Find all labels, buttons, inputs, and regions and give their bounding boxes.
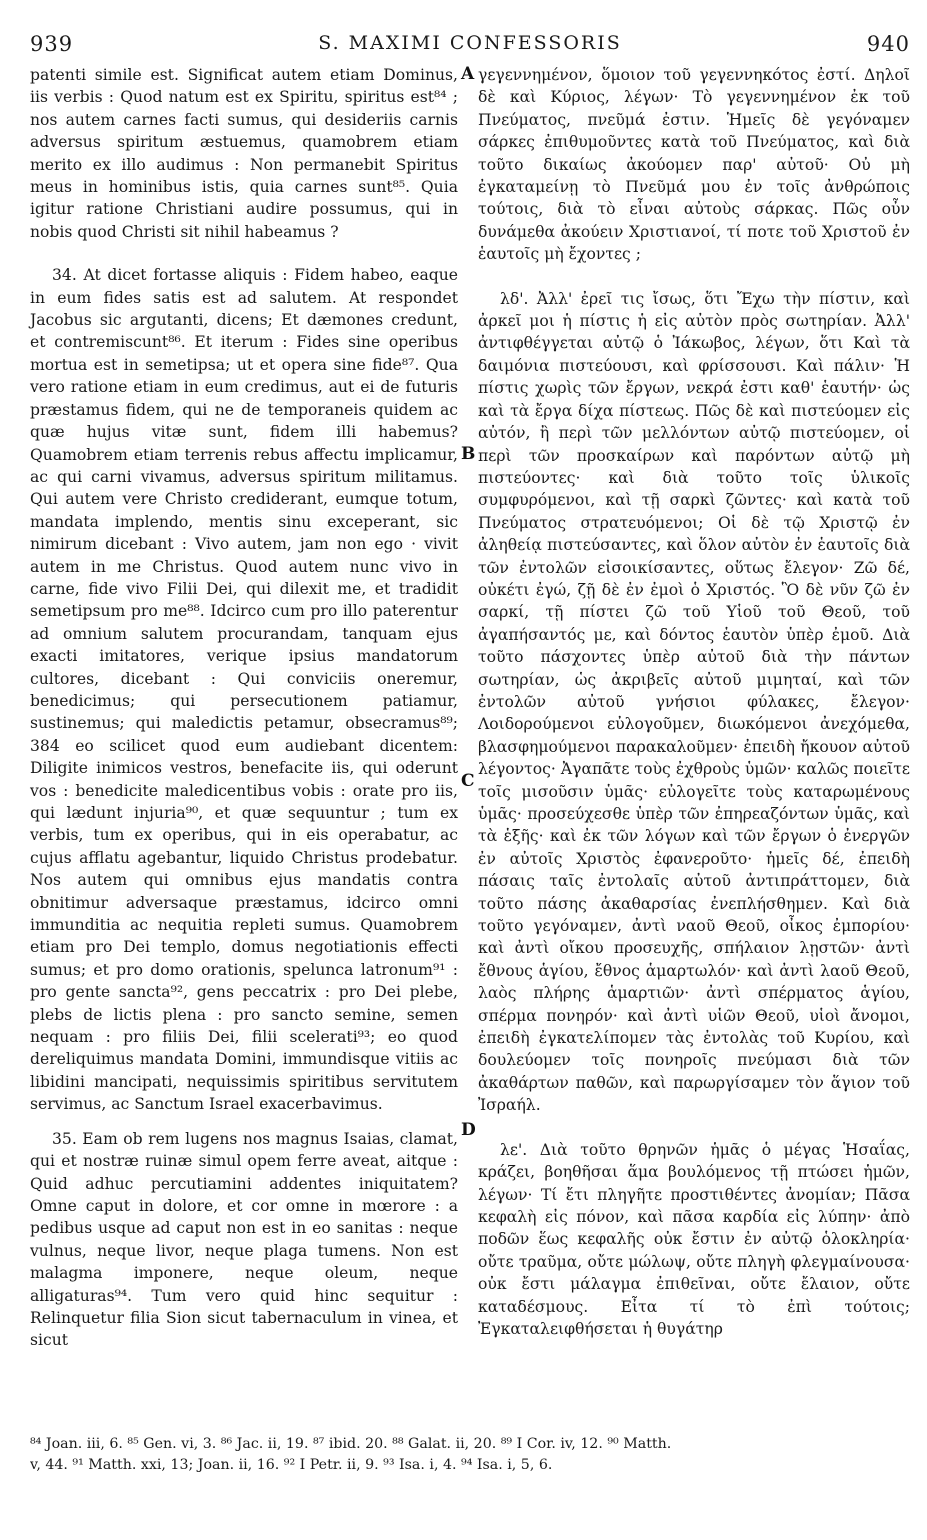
page-number-left: 939 [30,32,74,56]
greek-paragraph-35: λε'. Διὰ τοῦτο θρηνῶν ἡμᾶς ὁ μέγας Ἡσαΐας, κράζει, βοηθῆσαι ἅμα βουλόμενος τῇ πτώσει ἡμῶν, λέγων· Τί ἔτι πληγῆτε προστιθέντες ἀνομίαν; Πᾶσα κεφαλὴ εἰς πόνον, καὶ πᾶσα καρδία εἰς λύπην· ἀπὸ ποδῶν ἕως κεφαλῆς οὐκ ἔστιν ἐν αὐτῷ ὁλοκληρία· οὔτε τραῦμα, οὔτε μώλωψ, οὔτε πληγὴ φλεγμαίνουσα· οὐκ ἔστι μάλαγμα ἐπιθεῖναι, οὔτε ἔλαιον, οὔτε καταδέσμους. Εἶτα τί τὸ ἐπὶ τούτοις; Ἐγκαταλειφθήσεται ἡ θυγάτηρ [478,1140,910,1338]
margin-letter-b: B [461,444,476,464]
footnote-line-1: ⁸⁴ Joan. iii, 6. ⁸⁵ Gen. vi, 3. ⁸⁶ Jac. ii, 19. ⁸⁷ ibid. 20. ⁸⁸ Galat. ii, 20. ⁸⁹ I Cor. iv, 12. ⁹⁰ Matth. [30,1436,672,1452]
footnote-line-2: v, 44. ⁹¹ Matth. xxi, 13; Joan. ii, 16. ⁹² I Petr. ii, 9. ⁹³ Isa. i, 4. ⁹⁴ Isa. i, 5, 6. [30,1457,553,1473]
latin-paragraph-35: 35. Eam ob rem lugens nos magnus Isaias, clamat, qui et nostræ ruinæ simul opem ferre aveat, aitque : Quid adhuc percutiamini addentes iniquitatem? Omne caput in dolore, et cor omne in mœrore : a pedibus usque ad caput non est in eo sanitas : neque vulnus, neque livor, neque plaga tumens. Non est malagma imponere, neque oleum, neque alligaturas⁹⁴. Tum vero quid hinc sequitur : Relinquetur filia Sion sicut tabernaculum in vinea, et sicut [30,1129,458,1350]
greek-paragraph-34: λδ'. Ἀλλ' ἐρεῖ τις ἴσως, ὅτι Ἔχω τὴν πίστιν, καὶ ἀρκεῖ μοι ἡ πίστις ἡ εἰς αὐτὸν πρὸς σωτηρίαν. Ἀλλ' ἀντιφθέγγεται αὐτῷ ὁ Ἰάκωβος, λέγων, ὅτι Καὶ τὰ δαιμόνια πιστεύουσι, καὶ φρίσσουσι. Καὶ πάλιν· Ἡ πίστις χωρὶς τῶν ἔργων, νεκρά ἐστι καθ' ἑαυτήν· ὡς καὶ τὰ ἔργα δίχα πίστεως. Πῶς δὲ καὶ πιστεύομεν εἰς αὐτόν, ἢ περὶ τῶν μελλόντων αὐτῷ πιστεύομεν, οἱ περὶ τῶν προσκαίρων καὶ παρόντων αὐτῷ μὴ πιστεύοντες· καὶ διὰ τοῦτο τοῖς ὑλικοῖς συμφυρόμενοι, καὶ τῇ σαρκὶ ζῶντες· καὶ κατὰ τοῦ Πνεύματος στρατευόμενοι; Οἱ δὲ τῷ Χριστῷ ἐν ἀληθείᾳ πιστεύσαντες, καὶ ὅλον αὐτὸν ἐν ἑαυτοῖς διὰ τῶν ἐντολῶν εἰσοικίσαντες, οὕτως ἔλεγον· Ζῶ δέ, οὐκέτι ἐγώ, ζῇ δὲ ἐν ἐμοὶ ὁ Χριστός. Ὃ δὲ νῦν ζῶ ἐν σαρκί, τῇ πίστει ζῶ τοῦ Υἱοῦ τοῦ Θεοῦ, τοῦ ἀγαπήσαντός με, καὶ δόντος ἑαυτὸν ὑπὲρ ἐμοῦ. Διὰ τοῦτο πάσχοντες ὑπὲρ αὐτοῦ διὰ τὴν πάντων σωτηρίαν, ὡς ἀκριβεῖς αὐτοῦ μιμηταί, καὶ τῶν ἐντολῶν αὐτοῦ γνήσιοι φύλακες, ἔλεγον· Λοιδορούμενοι εὐλογοῦμεν, διωκόμενοι ἀνεχόμεθα, βλασφημούμενοι παρακαλοῦμεν· ἐπειδὴ ἤκουον αὐτοῦ λέγοντος· Ἀγαπᾶτε τοὺς ἐχθροὺς ὑμῶν· καλῶς ποιεῖτε τοῖς μισοῦσιν ὑμᾶς· εὐλογεῖτε τοὺς καταρωμένους ὑμᾶς· προσεύχεσθε ὑπὲρ τῶν ἐπηρεαζόντων ὑμᾶς, καὶ τὰ ἑξῆς· καὶ ἐκ τῶν λόγων καὶ τῶν ἔργων ὁ ἐνεργῶν ἐν αὐτοῖς Χριστὸς ἐφανεροῦτο· ἡμεῖς δέ, ἐπειδὴ πάσαις ταῖς ἐντολαῖς αὐτοῦ ἀντιπράττομεν, διὰ τοῦτο πάσης ἀκαθαρσίας ἐνεπλήσθημεν. Καὶ διὰ τοῦτο γεγόναμεν, ἀντὶ ναοῦ Θεοῦ, οἶκος ἐμπορίου· καὶ ἀντὶ οἴκου προσευχῆς, σπήλαιον λῃστῶν· ἀντὶ ἔθνους ἁγίου, ἔθνος ἁμαρτωλόν· καὶ ἀντὶ λαοῦ Θεοῦ, λαὸς πλήρης ἁμαρτιῶν· ἀντὶ σπέρματος ἁγίου, σπέρμα πονηρόν· καὶ ἀντὶ υἱῶν Θεοῦ, υἱοὶ ἄνομοι, ἐπειδὴ ἐγκατελίπομεν τὰς ἐντολὰς τοῦ Κυρίου, καὶ δουλεύομεν τοῖς πονηροῖς πνεύμασι διὰ τῶν ἀκαθάρτων παθῶν, καὶ παρωργίσαμεν τὸν ἅγιον τοῦ Ἰσραήλ. [478,289,910,1115]
margin-letter-a: A [461,64,475,84]
page-number-right: 940 [866,32,910,56]
margin-letter-d: D [461,1120,476,1140]
margin-letter-c: C [461,771,475,791]
latin-column [30,64,458,1352]
latin-paragraph-1: patenti simile est. Significat autem etiam Dominus, iis verbis : Quod natum est ex Spiritu, spiritus est⁸⁴ ; nos autem carnes facti sumus, qui desideriis carnis adversus spiritum æstuemus, quamobrem etiam merito ex illo audimus : Non permanebit Spiritus meus in hominibus istis, quia carnes sunt⁸⁵. Quia igitur ratione Christiani audire possumus, qui in nobis quod Christi sit nihil habeamus ? [30,66,458,241]
latin-paragraph-34: 34. At dicet fortasse aliquis : Fidem habeo, eaque in eum fides satis est ad salutem. At respondet Jacobus sic argutanti, dicens; Et dæmones credunt, et contremiscunt⁸⁶. Et iterum : Fides sine operibus mortua est in semetipsa; ut et opera sine fide⁸⁷. Qua vero ratione etiam in eum credimus, aut ei de futuris præstamus fidem, qui ne de temporaneis quidem ac quæ hujus vitæ sunt, fidem illi habemus? Quamobrem etiam terrenis rebus affectu implicamur, ac qui carni vivamus, adversus spiritum militamus. Qui autem vere Christo crediderant, eumque totum, mandata implendo, mentis sinu exceperant, sic nimirum dicebant : Vivo autem, jam non ego · vivit autem in me Christus. Quod autem nunc vivo in carne, fide vivo Filii Dei, qui dilexit me, et tradidit semetipsum pro me⁸⁸. Idcirco cum pro illo paterentur ad omnium salutem procurandam, tanquam ejus exacti imitatores, verique ipsius mandatorum cultores, dicebant : Qui conviciis oneremur, benedicimus; qui persecutionem patiamur, sustinemus; qui maledictis petamur, obsecramus⁸⁹; 384 eo scilicet quod eum audiebant dicentem: Diligite inimicos vestros, benefacite iis, qui oderunt vos : benedicite maledicentibus vobis : orate pro iis, qui lædunt injuria⁹⁰, et quæ sequuntur ; tum ex verbis, tum ex operibus, qui in eis operabatur, ac cujus afflatu agebantur, liquido Christus prodebatur. Nos autem qui omnibus ejus mandatis contra obnitimur adversaque præstamus, idcirco omni immunditia ac nequitia repleti sumus. Quamobrem etiam pro Dei templo, domus negotiationis effecti sumus; et pro domo orationis, spelunca latronum⁹¹ : pro gente sancta⁹², gens peccatrix : pro Dei plebe, plebs de lictis plena : pro sancto semine, semen nequam : pro filiis Dei, filii scelerati⁹³; eo quod dereliquimus mandata Domini, immundisque vitiis ac libidini mancipati, nequissimis spiritibus servitutem servimus, ac Sanctum Israel exacerbavimus. [30,266,458,1114]
greek-column [478,64,910,1340]
footnotes [30,1434,910,1476]
page-header [30,32,910,62]
greek-paragraph-1: γεγεννημένον, ὅμοιον τοῦ γεγεννηκότος ἐστί. Δηλοῖ δὲ καὶ Κύριος, λέγων· Τὸ γεγεννημένον ἐκ τοῦ Πνεύματος, πνεῦμά ἐστιν. Ἡμεῖς δὲ γεγόναμεν σάρκες ἐπιθυμοῦντες κατὰ τοῦ Πνεύματος, καὶ διὰ τοῦτο δικαίως ἀκούομεν παρ' αὐτοῦ· Οὐ μὴ ἐγκαταμείνῃ τὸ Πνεῦμά μου ἐν τοῖς ἀνθρώποις τούτοις, διὰ τὸ εἶναι αὐτοὺς σάρκας. Πῶς οὖν δυνάμεθα ἀκούειν Χριστιανοί, τί ποτε τοῦ Χριστοῦ ἐν ἑαυτοῖς μὴ ἔχοντες ; [478,66,910,264]
running-head: S. MAXIMI CONFESSORIS [318,32,622,54]
